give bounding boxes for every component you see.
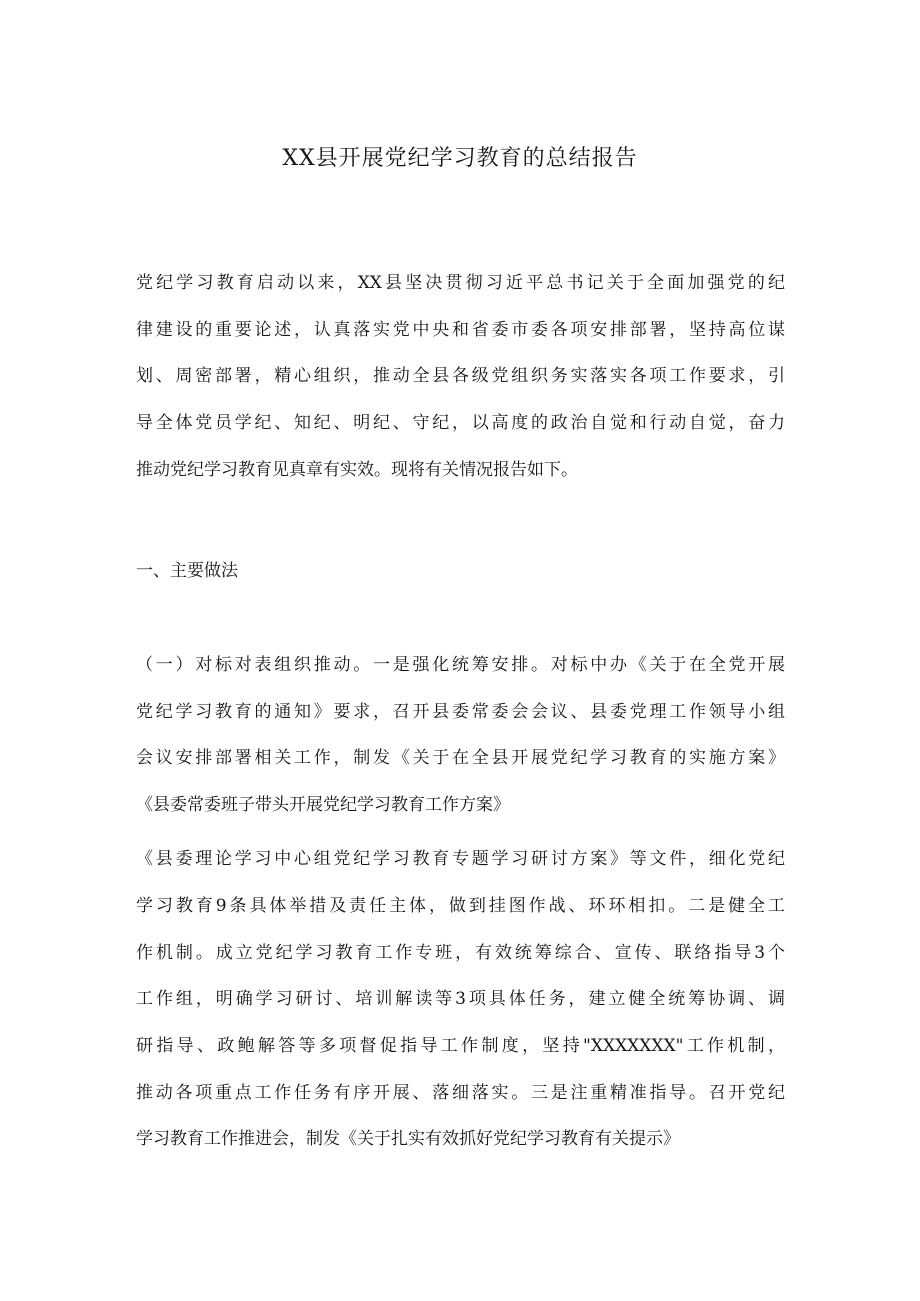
body-line: 工作组，明确学习研讨、培训解读等3项具体任务，建立健全统筹协调、调 — [136, 989, 785, 1009]
body-line: 《县委理论学习中心组党纪学习教育专题学习研讨方案》等文件，细化党纪 — [136, 849, 785, 869]
intro-line: 划、周密部署，精心组织，推动全县各级党组织务实落实各项工作要求，引 — [136, 366, 785, 386]
intro-line: 导全体党员学纪、知纪、明纪、守纪，以高度的政治自觉和行动自觉，奋力 — [136, 413, 785, 433]
intro-line: 党纪学习教育启动以来，XX县坚决贯彻习近平总书记关于全面加强党的纪 — [136, 273, 785, 293]
document-title: XX县开展党纪学习教育的总结报告 — [282, 146, 638, 171]
section-heading: 一、主要做法 — [136, 561, 238, 581]
body-line: 学习教育9条具体举措及责任主体，做到挂图作战、环环相扣。二是健全工 — [136, 896, 785, 916]
body-line: 作机制。成立党纪学习教育工作专班，有效统筹综合、宣传、联络指导3个 — [136, 943, 785, 963]
body-line: 《县委常委班子带头开展党纪学习教育工作方案》 — [136, 795, 510, 815]
body-line: 会议安排部署相关工作，制发《关于在全县开展党纪学习教育的实施方案》 — [136, 748, 785, 768]
body-line: 党纪学习教育的通知》要求，召开县委常委会会议、县委党理工作领导小组 — [136, 702, 785, 722]
intro-line: 律建设的重要论述，认真落实党中央和省委市委各项安排部署，坚持高位谋 — [136, 320, 785, 340]
intro-line: 推动党纪学习教育见真章有实效。现将有关情况报告如下。 — [136, 460, 578, 480]
body-line: 学习教育工作推进会，制发《关于扎实有效抓好党纪学习教育有关提示》 — [136, 1129, 680, 1149]
body-line: （一）对标对表组织推动。一是强化统筹安排。对标中办《关于在全党开展 — [136, 655, 785, 675]
body-line: 研指导、政鲍解答等多项督促指导工作制度，坚持"XXXXXXX"工作机制， — [136, 1036, 785, 1056]
body-line: 推动各项重点工作任务有序开展、落细落实。三是注重精准指导。召开党纪 — [136, 1083, 785, 1103]
